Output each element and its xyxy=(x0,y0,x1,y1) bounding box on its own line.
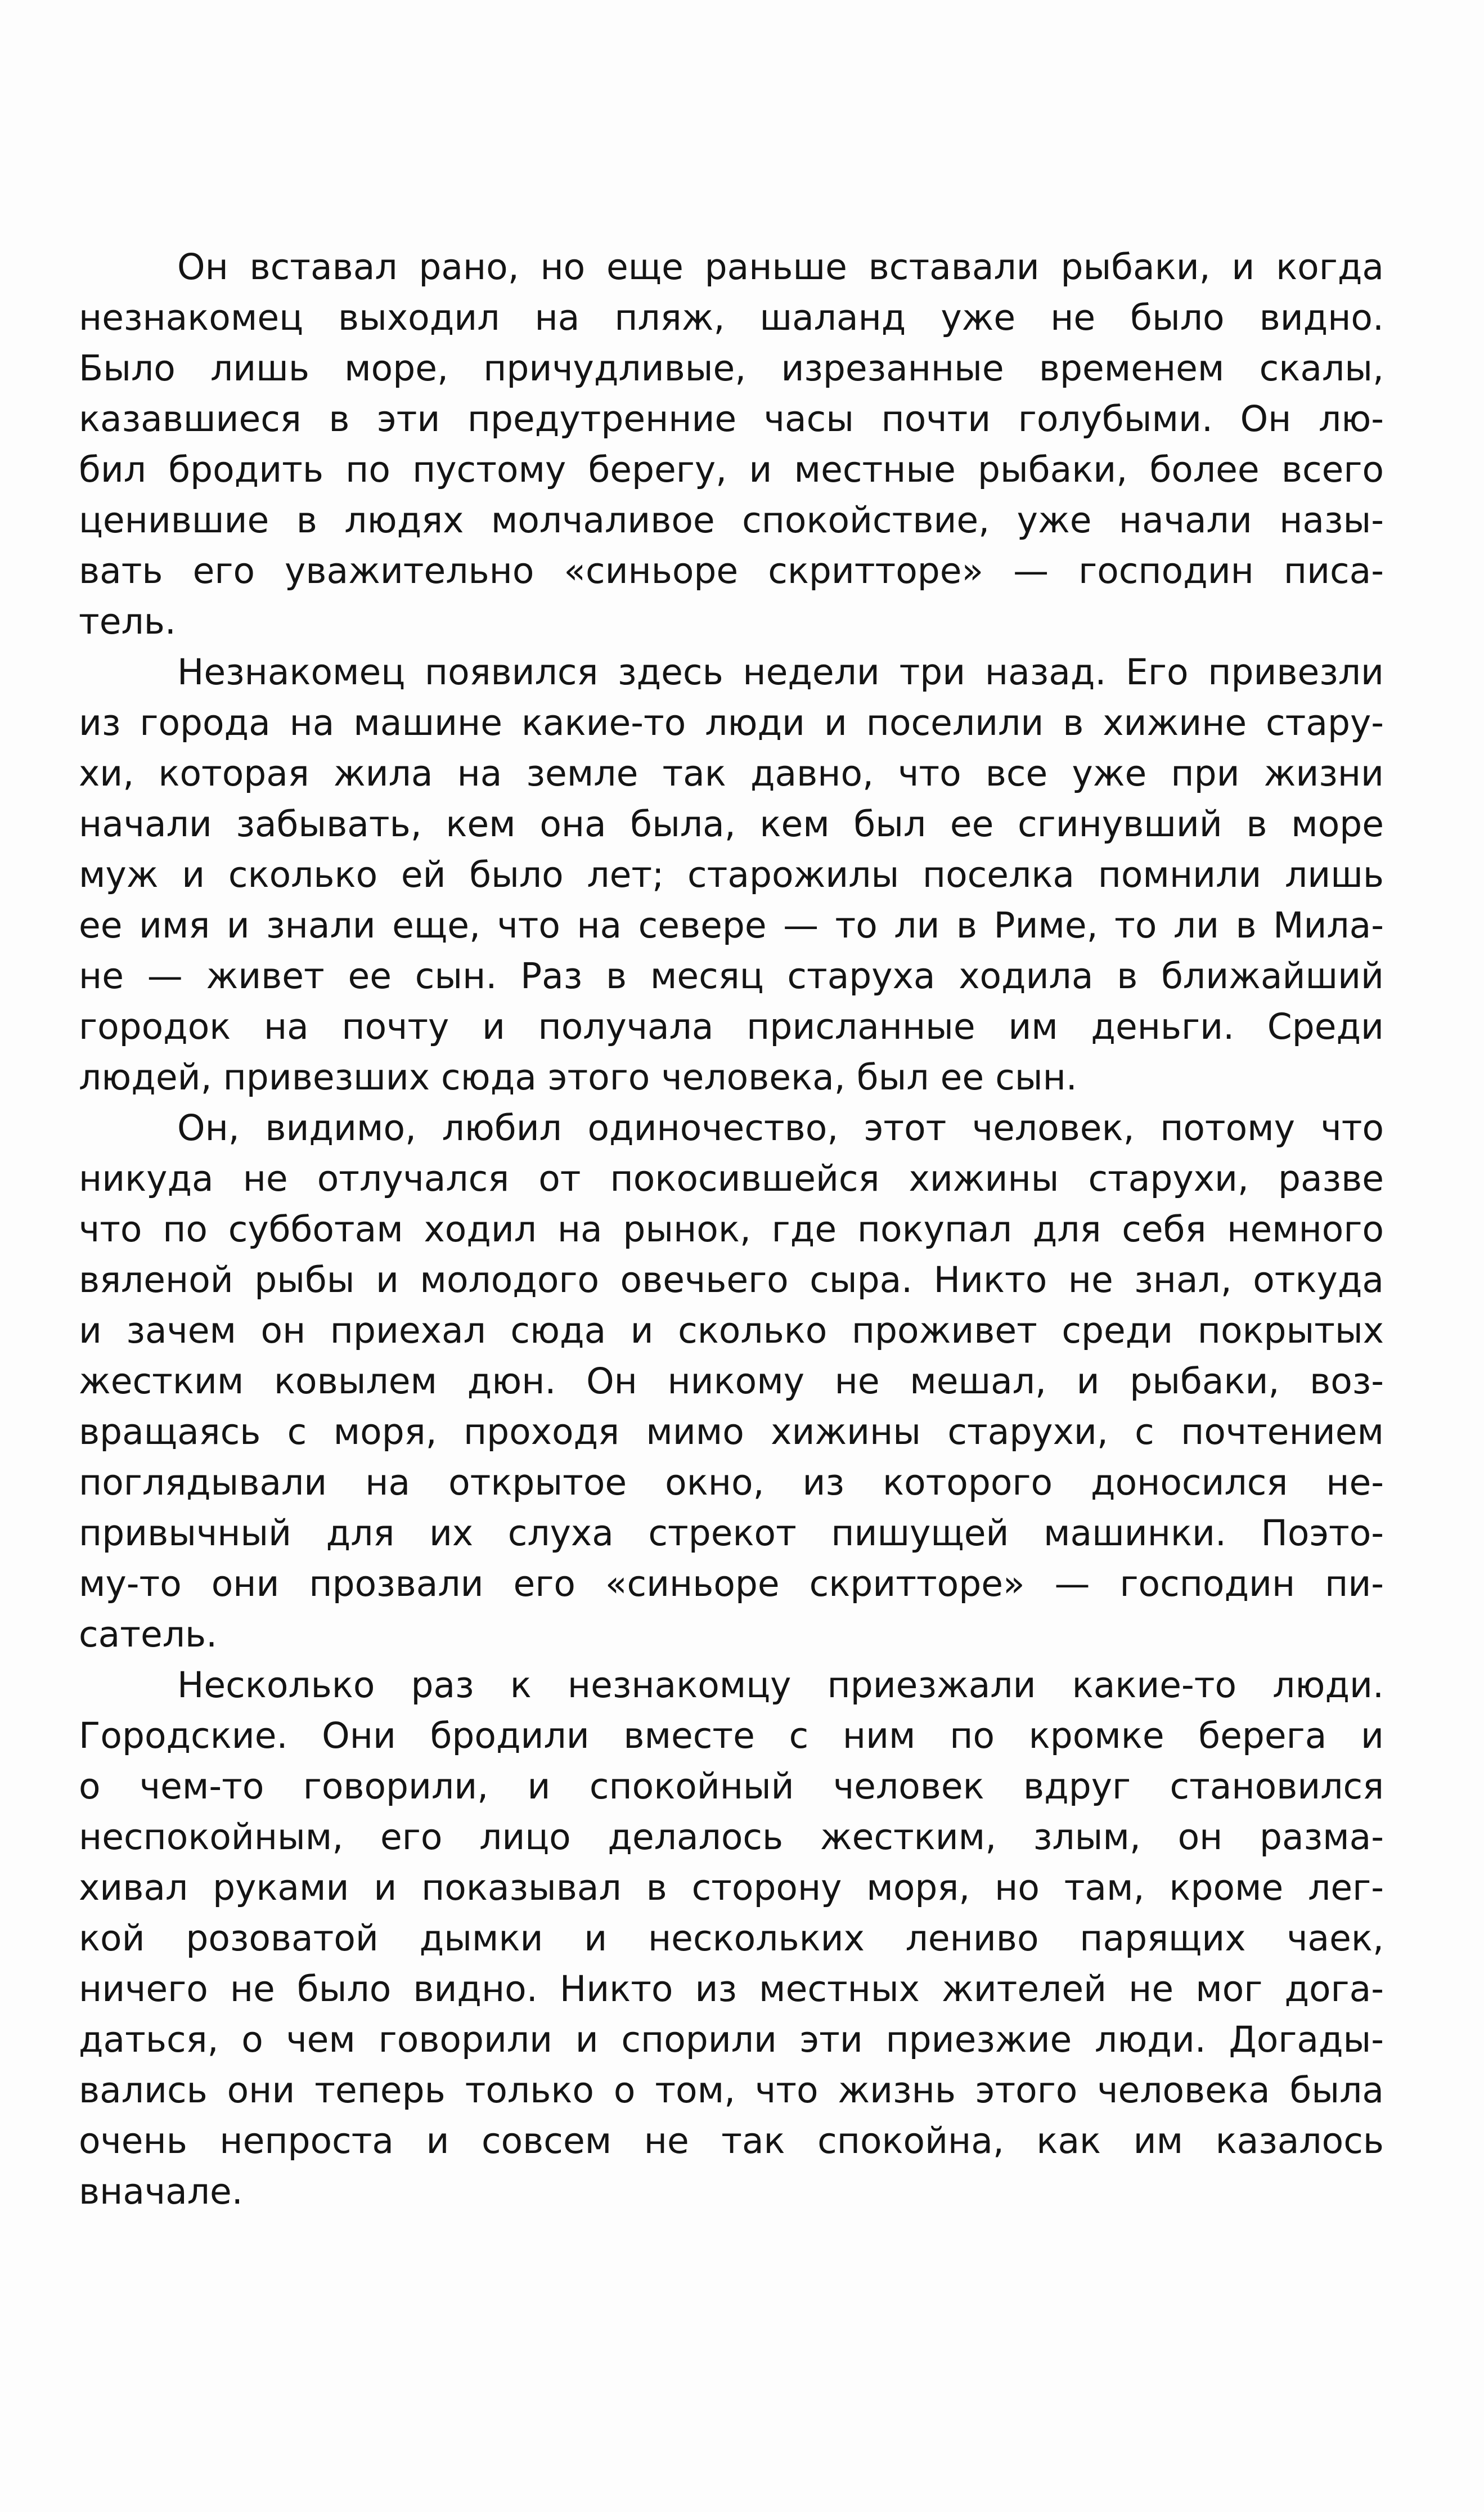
text-line: неспокойным, его лицо делалось жестким, злым, он разма- xyxy=(79,1816,1384,1858)
text-line: начали забывать, кем она была, кем был ее сгинувший в море xyxy=(79,804,1384,845)
text-line: хи, которая жила на земле так давно, что все уже при жизни xyxy=(79,753,1384,794)
text-line: Несколько раз к незнакомцу приезжали какие-то люди. xyxy=(177,1665,1384,1706)
text-line: привычный для их слуха стрекот пишущей машинки. Поэто- xyxy=(79,1513,1384,1554)
text-line: вращаясь с моря, проходя мимо хижины старухи, с почтением xyxy=(79,1411,1384,1452)
text-line: никуда не отлучался от покосившейся хижины старухи, разве xyxy=(79,1158,1384,1199)
text-line: о чем-то говорили, и спокойный человек вдруг становился xyxy=(79,1766,1384,1807)
text-line: и зачем он приехал сюда и сколько проживет среди покрытых xyxy=(79,1310,1384,1351)
text-line: муж и сколько ей было лет; старожилы поселка помнили лишь xyxy=(79,854,1384,895)
text-line: му-то они прозвали его «синьоре скритторе» — господин пи- xyxy=(79,1563,1384,1604)
text-line: Городские. Они бродили вместе с ним по кромке берега и xyxy=(79,1715,1384,1756)
text-line: хивал руками и показывал в сторону моря, но там, кроме лег- xyxy=(79,1867,1384,1908)
text-line: ничего не было видно. Никто из местных жителей не мог дога- xyxy=(79,1968,1384,2009)
text-line: вяленой рыбы и молодого овечьего сыра. Никто не знал, откуда xyxy=(79,1259,1384,1300)
text-line: вать его уважительно «синьоре скритторе» — господин писа- xyxy=(79,550,1384,591)
text-line: вались они теперь только о том, что жизнь этого человека была xyxy=(79,2070,1384,2111)
text-line: Незнакомец появился здесь недели три назад. Его привезли xyxy=(177,652,1384,693)
text-line: ценившие в людях молчаливое спокойствие, уже начали назы- xyxy=(79,500,1384,541)
text-line: Было лишь море, причудливые, изрезанные временем скалы, xyxy=(79,348,1384,389)
text-line: из города на машине какие-то люди и поселили в хижине стару- xyxy=(79,702,1384,743)
text-line: городок на почту и получала присланные им деньги. Среди xyxy=(79,1006,1384,1047)
text-line: бил бродить по пустому берегу, и местные рыбаки, более всего xyxy=(79,449,1384,490)
text-line: казавшиеся в эти предутренние часы почти голубыми. Он лю- xyxy=(79,398,1384,439)
text-line: людей, привезших сюда этого человека, был ее сын. xyxy=(79,1057,1077,1098)
paragraph xyxy=(79,242,1384,647)
text-line: жестким ковылем дюн. Он никому не мешал, и рыбаки, воз- xyxy=(79,1361,1384,1402)
text-line: ее имя и знали еще, что на севере — то ли в Риме, то ли в Мила- xyxy=(79,905,1384,946)
text-line: кой розоватой дымки и нескольких лениво парящих чаек, xyxy=(79,1918,1384,1959)
text-line: тель. xyxy=(79,601,176,642)
paragraph xyxy=(79,1660,1384,2217)
text-line: сатель. xyxy=(79,1614,218,1655)
paragraph xyxy=(79,1103,1384,1660)
paragraph xyxy=(79,647,1384,1103)
text-line: поглядывали на открытое окно, из которого доносился не- xyxy=(79,1462,1384,1503)
text-line: Он вставал рано, но еще раньше вставали рыбаки, и когда xyxy=(177,246,1384,288)
body-text xyxy=(79,242,1384,2217)
text-line: не — живет ее сын. Раз в месяц старуха ходила в ближайший xyxy=(79,956,1384,997)
text-line: очень непроста и совсем не так спокойна, как им казалось xyxy=(79,2120,1384,2161)
text-line: незнакомец выходил на пляж, шаланд уже не было видно. xyxy=(79,297,1384,338)
text-line: даться, о чем говорили и спорили эти приезжие люди. Догады- xyxy=(79,2019,1384,2060)
text-line: Он, видимо, любил одиночество, этот человек, потому что xyxy=(177,1107,1384,1149)
text-line: вначале. xyxy=(79,2171,243,2212)
text-line: что по субботам ходил на рынок, где покупал для себя немного xyxy=(79,1209,1384,1250)
